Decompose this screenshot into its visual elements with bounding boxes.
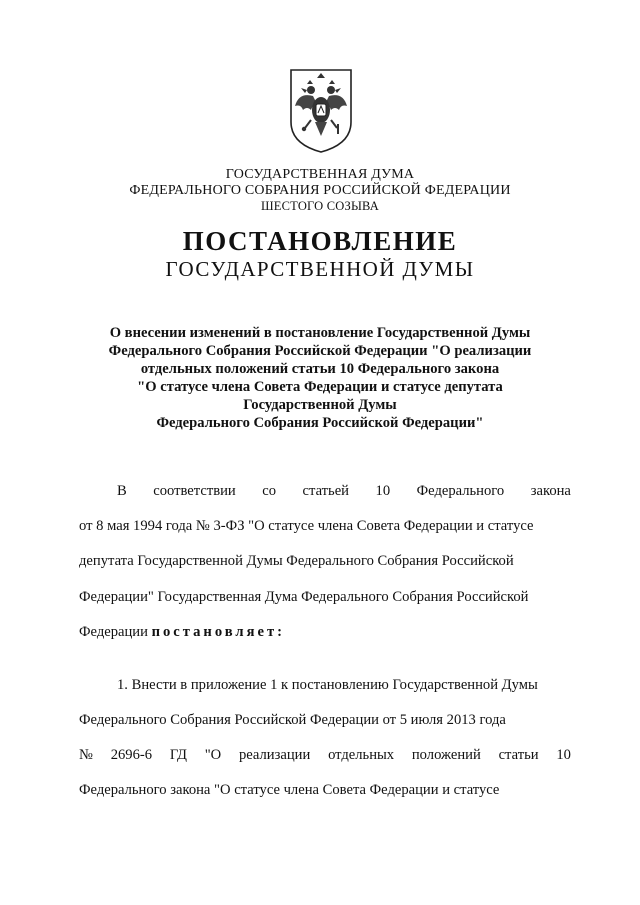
preamble-line: от 8 мая 1994 года № 3-ФЗ "О статусе члена Совета Федерации и статусе xyxy=(79,518,534,534)
word: со xyxy=(262,483,277,499)
item-line: Федерального закона "О статусе члена Совета Федерации и статусе xyxy=(79,782,500,798)
word: "О xyxy=(204,747,222,763)
item-line: 1. Внести в приложение 1 к постановлению Государственной Думы xyxy=(117,677,538,693)
word: 2696-6 xyxy=(110,747,153,763)
preamble-line: депутата Государственной Думы Федерального Собрания Российской xyxy=(79,553,514,569)
word: ГД xyxy=(169,747,187,763)
word: В xyxy=(117,483,127,499)
preamble-prefix: Федерации xyxy=(79,624,148,640)
item-line: Федерального Собрания Российской Федерации от 5 июля 2013 года xyxy=(79,712,506,728)
caption-line: Федерального Собрания Российской Федерации" xyxy=(156,415,484,431)
preamble-line xyxy=(117,483,571,500)
coat-of-arms-emblem xyxy=(287,66,355,154)
item-line xyxy=(79,747,571,764)
convocation-label: ШЕСТОГО СОЗЫВА xyxy=(260,199,380,213)
word: реализации xyxy=(238,747,311,763)
word: статьей xyxy=(302,483,349,499)
word: 10 xyxy=(375,483,391,499)
resolves-keyword: постановляет: xyxy=(151,624,286,640)
word: статьи xyxy=(498,747,539,763)
caption-line: Федерального Собрания Российской Федерации "О реализации xyxy=(108,343,532,359)
double-headed-eagle-icon xyxy=(287,66,355,154)
word: соответствии xyxy=(153,483,236,499)
word: закона xyxy=(530,483,571,499)
document-title: ПОСТАНОВЛЕНИЕ xyxy=(182,226,458,256)
word: № xyxy=(79,747,93,763)
resolution-caption xyxy=(60,324,580,432)
word: Федерального xyxy=(416,483,505,499)
preamble-line xyxy=(79,624,571,641)
caption-line: О внесении изменений в постановление Государственной Думы xyxy=(109,325,531,341)
caption-line: "О статусе члена Совета Федерации и статусе депутата xyxy=(137,379,503,395)
parliament-name: ГОСУДАРСТВЕННАЯ ДУМА xyxy=(225,167,415,182)
document-subtitle: ГОСУДАРСТВЕННОЙ ДУМЫ xyxy=(165,257,475,281)
assembly-name: ФЕДЕРАЛЬНОГО СОБРАНИЯ РОССИЙСКОЙ ФЕДЕРАЦИИ xyxy=(129,183,511,198)
caption-line: Государственной Думы xyxy=(243,397,397,413)
word: 10 xyxy=(556,747,571,763)
caption-line: отдельных положений статьи 10 Федерального закона xyxy=(140,361,500,377)
word: положений xyxy=(411,747,481,763)
preamble-line: Федерации" Государственная Дума Федерального Собрания Российской xyxy=(79,589,529,605)
word: отдельных xyxy=(328,747,395,763)
